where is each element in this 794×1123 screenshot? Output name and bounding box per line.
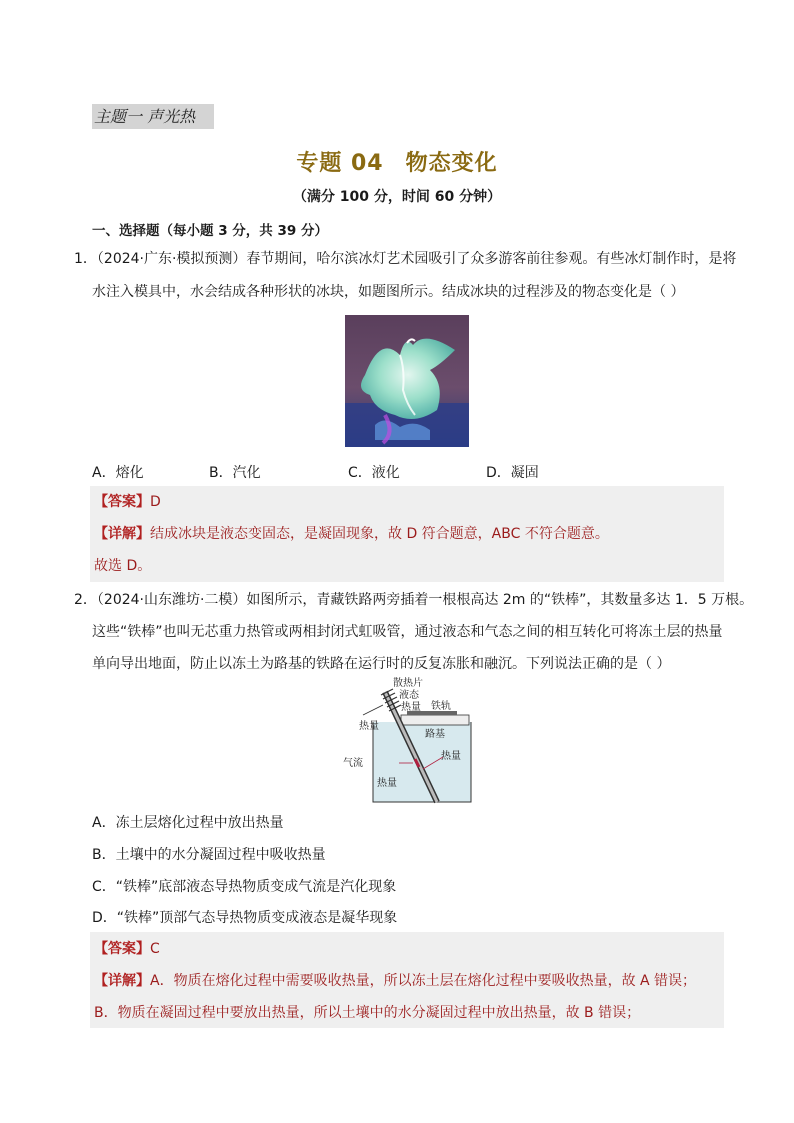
label-rail: 铁轨	[431, 701, 451, 712]
label-substance: 热量	[401, 702, 421, 713]
question-2-line-1: 2．（2024·山东潍坊·二模）如图所示，青藏铁路两旁插着一根根高达 2m 的“铁棒”，其数量多达 1．5 万根。	[74, 592, 754, 608]
answer-label: 【答案】	[94, 941, 150, 957]
exam-info: （满分 100 分，时间 60 分钟）	[292, 189, 502, 205]
answer-value: D	[150, 494, 161, 510]
question-1-conclusion: 故选 D。	[94, 558, 152, 574]
question-1-option-b: B．汽化	[209, 465, 261, 481]
detail-label: 【详解】	[94, 526, 150, 542]
question-1-option-d: D．凝固	[486, 465, 539, 481]
question-2-option-b: B．土壤中的水分凝固过程中吸收热量	[92, 847, 326, 863]
question-2-option-a: A．冻土层熔化过程中放出热量	[92, 815, 284, 831]
question-1-answer	[94, 492, 161, 512]
label-liquid: 液态	[399, 690, 419, 701]
question-2-answer	[94, 939, 160, 959]
question-2-detail-2: B．物质在凝固过程中要放出热量，所以土壤中的水分凝固过程中放出热量，故 B 错误；	[94, 1005, 641, 1021]
question-2-line-2: 这些“铁棒”也叫无芯重力热管或两相封闭式虹吸管，通过液态和气态之间的相互转化可将冻土层的热量	[92, 624, 723, 640]
theme-tag: 主题一 声光热	[92, 104, 214, 129]
page-title	[0, 146, 794, 177]
label-heat-right: 热量	[441, 751, 461, 762]
section-heading: 一、选择题（每小题 3 分，共 39 分）	[92, 223, 328, 239]
ice-sculpture-image	[345, 315, 469, 447]
answer-label: 【答案】	[94, 494, 150, 510]
answer-value: C	[150, 941, 160, 957]
detail-label: 【详解】	[94, 973, 150, 989]
question-2-detail	[94, 971, 696, 991]
question-2-option-d: D．“铁棒”顶部气态导热物质变成液态是凝华现象	[92, 910, 398, 926]
question-1-line-1: 1．（2024·广东·模拟预测）春节期间，哈尔滨冰灯艺术园吸引了众多游客前往参观。有些冰灯制作时，是将	[74, 251, 737, 267]
label-fins: 散热片	[393, 678, 423, 689]
question-2-option-c: C．“铁棒”底部液态导热物质变成气流是汽化现象	[92, 879, 397, 895]
label-heat-bottom: 热量	[377, 778, 397, 789]
question-1-detail	[94, 524, 609, 544]
heat-pipe-diagram	[343, 677, 473, 803]
question-2-line-3: 单向导出地面，防止以冻土为路基的铁路在运行时的反复冻胀和融沉。下列说法正确的是（ ）	[92, 656, 671, 672]
detail-text: 结成冰块是液态变固态，是凝固现象，故 D 符合题意，ABC 不符合题意。	[150, 526, 609, 542]
question-1-line-2: 水注入模具中，水会结成各种形状的冰块，如题图所示。结成冰块的过程涉及的物态变化是（ ）	[92, 284, 685, 300]
title-topic: 物态变化	[405, 151, 498, 176]
label-airflow: 气流	[343, 758, 363, 769]
question-1-option-c: C．液化	[348, 465, 400, 481]
detail-text: A．物质在熔化过程中需要吸收热量，所以冻土层在熔化过程中要吸收热量，故 A 错误；	[150, 973, 697, 989]
label-heat-left: 热量	[359, 721, 379, 732]
title-number: 专题 04	[296, 151, 384, 176]
label-roadbed: 路基	[425, 729, 445, 740]
question-1-option-a: A．熔化	[92, 465, 144, 481]
